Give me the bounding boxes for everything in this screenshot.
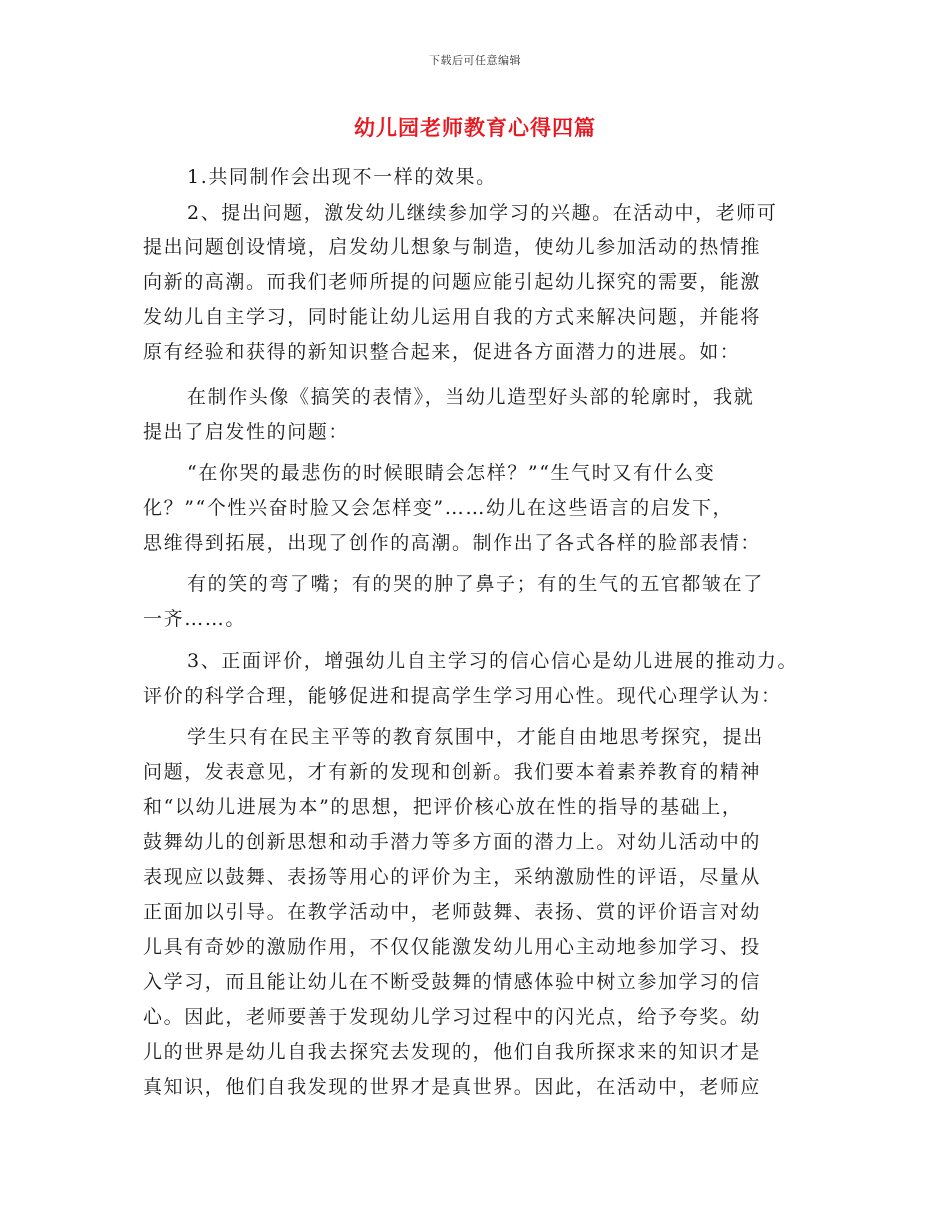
paragraph-line: 入学习，而且能让幼儿在不断受鼓舞的情感体验中树立参加学习的信: [143, 971, 762, 993]
paragraph-line: 有的笑的弯了嘴；有的哭的肿了鼻子；有的生气的五官都皱在了: [187, 573, 764, 595]
paragraph-line: 表现应以鼓舞、表扬等用心的评价为主，采纳激励性的评语，尽量从: [143, 866, 762, 888]
paragraph-line: 和“以幼儿进展为本”的思想，把评价核心放在性的指导的基础上，: [143, 796, 743, 818]
paragraph-line: 原有经验和获得的新知识整合起来，促进各方面潜力的进展。如：: [143, 341, 741, 363]
paragraph-line: 向新的高潮。而我们老师所提的问题应能引起幼儿探究的需要，能激: [143, 271, 762, 293]
paragraph-line: 心。因此，老师要善于发现幼儿学习过程中的闪光点，给予夸奖。幼: [143, 1006, 762, 1028]
document-title: 幼儿园老师教育心得四篇: [354, 115, 596, 140]
paragraph-line: 鼓舞幼儿的创新思想和动手潜力等多方面的潜力上。对幼儿活动中的: [143, 831, 762, 853]
paragraph-line: 学生只有在民主平等的教育氛围中，才能自由地思考探究，提出: [187, 726, 764, 748]
paragraph-line: 1.共同制作会出现不一样的效果。: [187, 166, 497, 188]
paragraph-line: 化？”“个性兴奋时脸又会怎样变”……幼儿在这些语言的启发下，: [143, 497, 734, 519]
paragraph-line: 在制作头像《搞笑的表情》，当幼儿造型好头部的轮廓时，我就: [187, 386, 755, 408]
paragraph-line: 发幼儿自主学习，同时能让幼儿运用自我的方式来解决问题，并能将: [143, 306, 762, 328]
page-header-note: 下载后可任意编辑: [429, 54, 521, 67]
paragraph-line: 评价的科学合理，能够促进和提高学生学习用心性。现代心理学认为：: [143, 685, 782, 707]
paragraph-line: 提出问题创设情境，启发幼儿想象与制造，使幼儿参加活动的热情推: [143, 236, 762, 258]
paragraph-line: 一齐……。: [143, 608, 247, 630]
paragraph-line: 儿的世界是幼儿自我去探究去发现的，他们自我所探求来的知识才是: [143, 1041, 762, 1063]
paragraph-line: 问题，发表意见，才有新的发现和创新。我们要本着素养教育的精神: [143, 761, 762, 783]
paragraph-line: 儿具有奇妙的激励作用，不仅仅能激发幼儿用心主动地参加学习、投: [143, 936, 762, 958]
paragraph-line: 正面加以引导。在教学活动中，老师鼓舞、表扬、赏的评价语言对幼: [143, 901, 762, 923]
paragraph-line: 提出了启发性的问题：: [143, 421, 350, 443]
paragraph-line: 3、正面评价，增强幼儿自主学习的信心信心是幼儿进展的推动力。: [187, 650, 799, 672]
paragraph-line: “在你哭的最悲伤的时候眼睛会怎样？”“生气时又有什么变: [187, 462, 716, 484]
paragraph-line: 2、提出问题，激发幼儿继续参加学习的兴趣。在活动中，老师可: [187, 202, 778, 224]
paragraph-line: 真知识，他们自我发现的世界才是真世界。因此，在活动中，老师应: [143, 1076, 762, 1098]
paragraph-line: 思维得到拓展，出现了创作的高潮。制作出了各式各样的脸部表情：: [143, 532, 762, 554]
